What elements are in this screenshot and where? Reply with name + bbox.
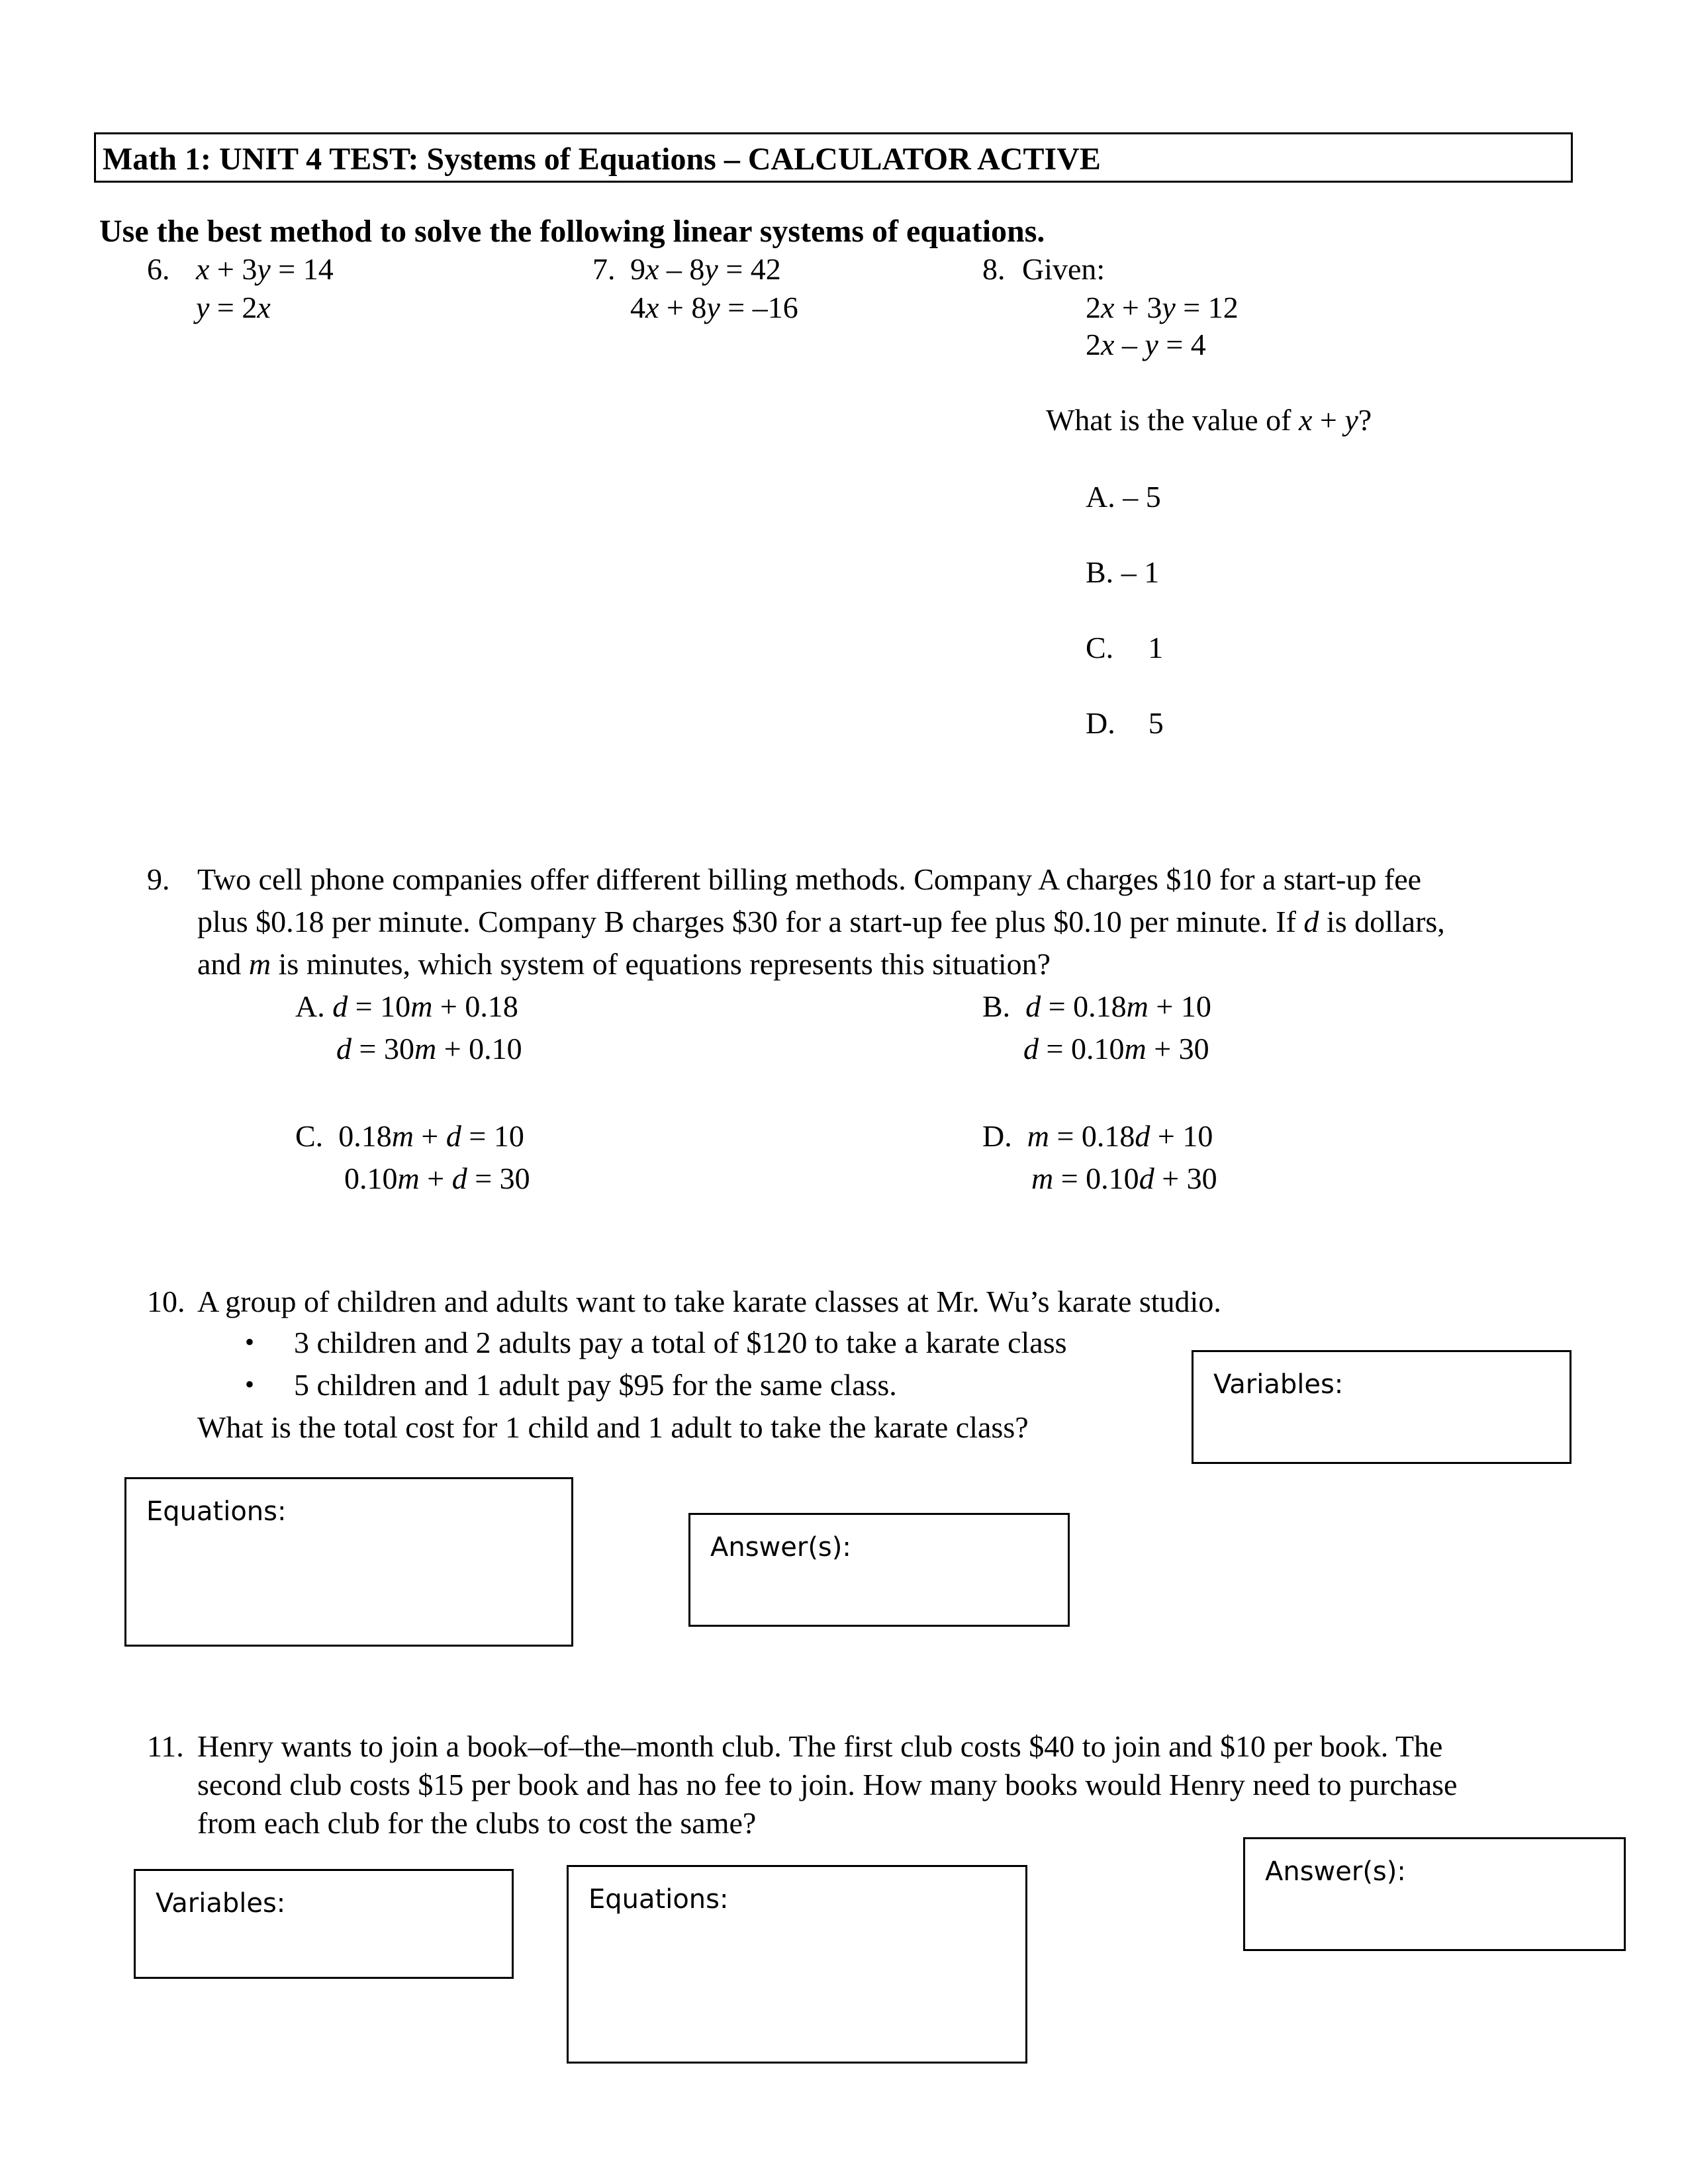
answers-label: Answer(s): — [1265, 1856, 1406, 1887]
q7-number: 7. — [592, 252, 616, 286]
q6-number: 6. — [147, 252, 170, 286]
q8-equation-2: 2x – y = 4 — [1086, 328, 1206, 361]
q9-choice-d-line-2: m = 0.10d + 30 — [1031, 1161, 1217, 1195]
q10-equations-box[interactable] — [124, 1477, 573, 1647]
q9-choice-c-line-2: 0.10m + d = 30 — [344, 1161, 530, 1195]
q9-choice-a-line-2: d = 30m + 0.10 — [336, 1032, 522, 1066]
bullet-icon: • — [245, 1369, 255, 1399]
q8-question: What is the value of x + y? — [1046, 403, 1372, 437]
q8-choice-b[interactable]: B. – 1 — [1086, 555, 1160, 589]
q10-answers-box[interactable] — [688, 1513, 1070, 1627]
bullet-icon: • — [245, 1327, 255, 1357]
q11-text-line-1: Henry wants to join a book–of–the–month club. The first club costs $40 to join and $10 per book. The — [197, 1729, 1443, 1763]
q9-choice-d[interactable]: D. m = 0.18d + 10 — [982, 1119, 1213, 1153]
q11-answers-box[interactable] — [1243, 1837, 1626, 1951]
q11-text-line-3: from each club for the clubs to cost the same? — [197, 1806, 757, 1840]
q10-number: 10. — [147, 1285, 185, 1318]
q7-equation-2: 4x + 8y = –16 — [630, 291, 798, 324]
q7-equation-1: 9x – 8y = 42 — [630, 252, 781, 286]
q8-choice-d[interactable]: D. 5 — [1086, 706, 1164, 740]
test-title-box — [94, 132, 1573, 183]
test-title: Math 1: UNIT 4 TEST: Systems of Equations – CALCULATOR ACTIVE — [103, 142, 1101, 177]
q10-bullet-2: 5 children and 1 adult pay $95 for the same class. — [294, 1368, 897, 1402]
q10-text: A group of children and adults want to take karate classes at Mr. Wu’s karate studio. — [197, 1285, 1221, 1318]
instructions: Use the best method to solve the following linear systems of equations. — [99, 214, 1045, 249]
q8-choice-a[interactable]: A. – 5 — [1086, 480, 1161, 514]
q9-text-line-2: plus $0.18 per minute. Company B charges $30 for a start-up fee plus $0.10 per minute. If d is dollars, — [197, 905, 1445, 938]
answers-label: Answer(s): — [710, 1532, 851, 1563]
q9-choice-b-line-2: d = 0.10m + 30 — [1023, 1032, 1209, 1066]
q6-equation-2: y = 2x — [196, 291, 271, 324]
q10-bullet-1: 3 children and 2 adults pay a total of $120 to take a karate class — [294, 1326, 1067, 1359]
q10-question: What is the total cost for 1 child and 1 adult to take the karate class? — [197, 1410, 1029, 1444]
q9-choice-c[interactable]: C. 0.18m + d = 10 — [295, 1119, 524, 1153]
q10-variables-box[interactable] — [1192, 1350, 1571, 1464]
q9-choice-a[interactable]: A. d = 10m + 0.18 — [295, 989, 518, 1023]
q9-text-line-3: and m is minutes, which system of equations represents this situation? — [197, 947, 1051, 981]
equations-label: Equations: — [588, 1884, 729, 1915]
variables-label: Variables: — [156, 1888, 286, 1919]
q9-text-line-1: Two cell phone companies offer different billing methods. Company A charges $10 for a start-up fee — [197, 862, 1422, 896]
q8-equation-1: 2x + 3y = 12 — [1086, 291, 1239, 324]
q9-number: 9. — [147, 862, 170, 896]
variables-label: Variables: — [1213, 1369, 1344, 1400]
q9-choice-b[interactable]: B. d = 0.18m + 10 — [982, 989, 1211, 1023]
q6-equation-1: x + 3y = 14 — [196, 252, 334, 286]
equations-label: Equations: — [146, 1496, 287, 1527]
q8-number: 8. — [982, 252, 1006, 286]
q11-number: 11. — [147, 1729, 184, 1763]
q11-text-line-2: second club costs $15 per book and has no fee to join. How many books would Henry need to purchase — [197, 1768, 1458, 1801]
q8-given-label: Given: — [1022, 252, 1105, 286]
q11-equations-box[interactable] — [567, 1865, 1027, 2064]
q8-choice-c[interactable]: C. 1 — [1086, 631, 1164, 664]
q11-variables-box[interactable] — [134, 1869, 514, 1979]
